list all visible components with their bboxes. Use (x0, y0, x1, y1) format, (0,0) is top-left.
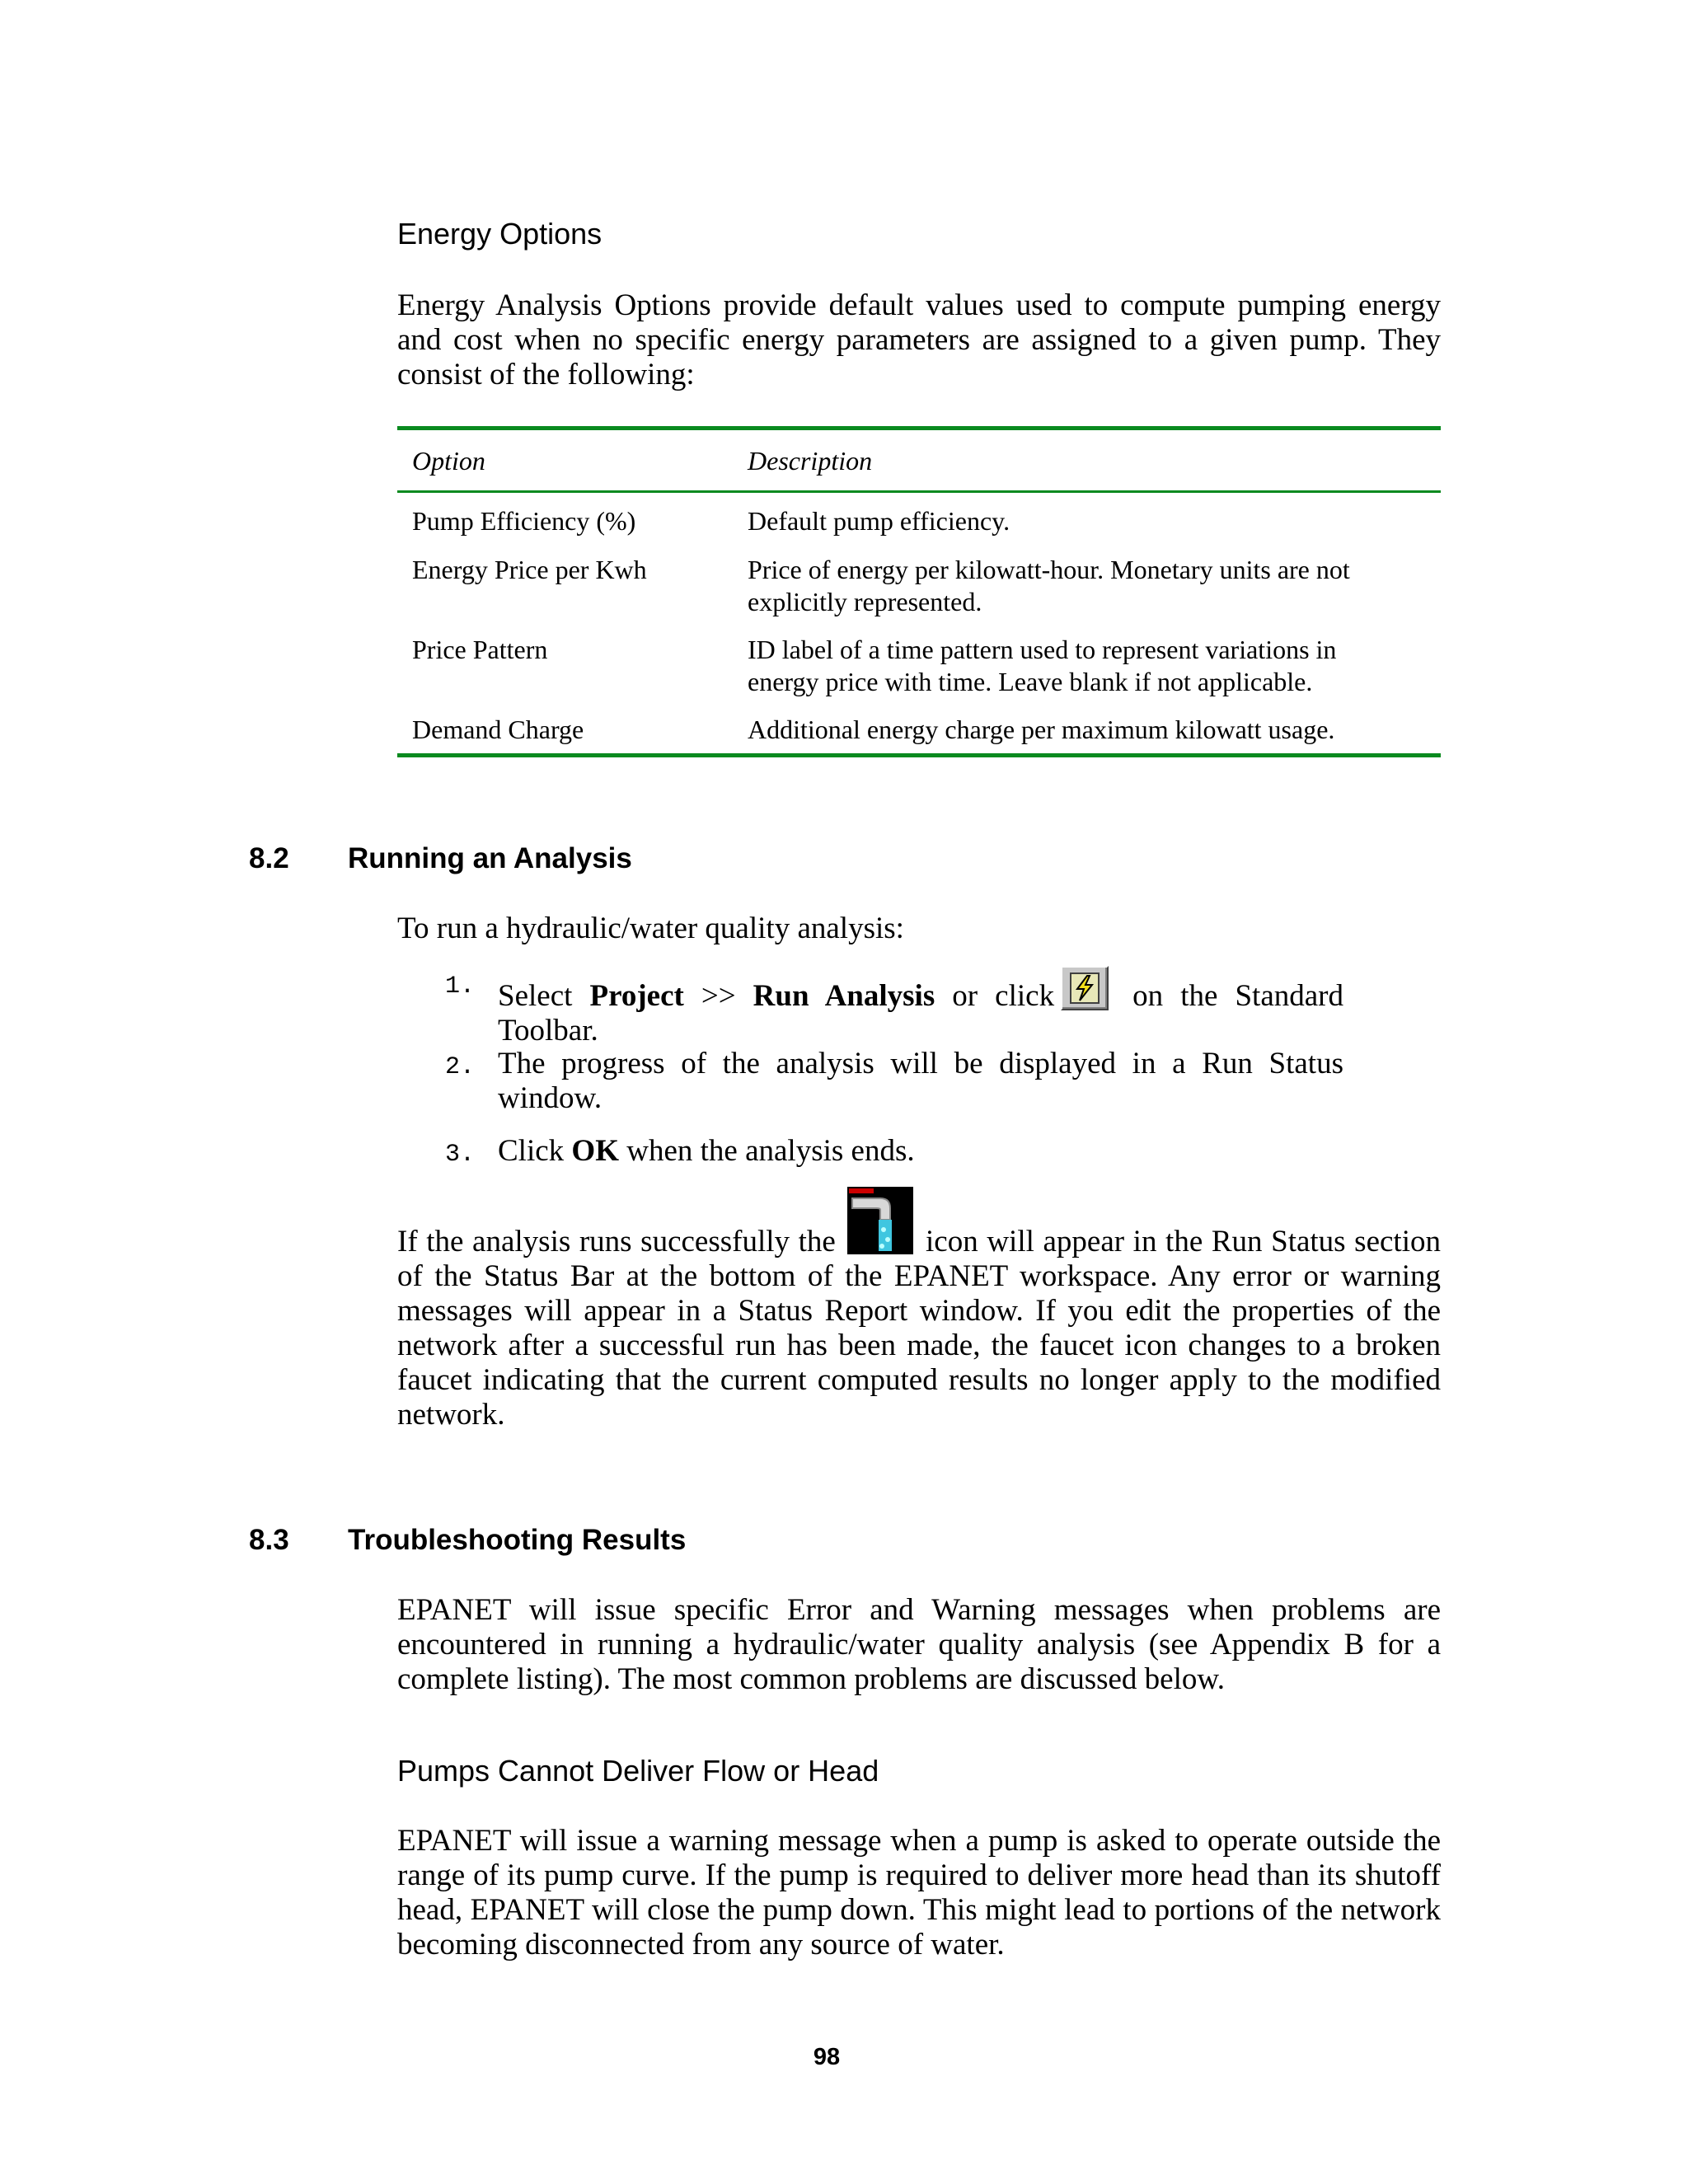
option-cell: Demand Charge (412, 715, 584, 744)
list-item (445, 1047, 1343, 1134)
energy-options-heading: Energy Options (397, 217, 603, 251)
description-cell: Additional energy charge per maximum kilowatt usage. (748, 715, 1335, 744)
description-cell: Price of energy per kilowatt-hour. Monetary units are not explicitly represented. (748, 555, 1350, 616)
energy-options-intro: Energy Analysis Options provide default values used to compute pumping energy and cost when no specific energy parameters are assigned to a given pump. They consist of the following: (397, 288, 1441, 391)
list-item (445, 966, 1343, 1047)
step-text: Click OK when the analysis ends. (498, 1134, 915, 1168)
page-number: 98 (813, 2044, 841, 2070)
option-cell: Energy Price per Kwh (412, 555, 647, 584)
run-analysis-intro: To run a hydraulic/water quality analysis: (397, 912, 904, 945)
table-header-row (397, 430, 1441, 490)
column-header-description: Description (748, 446, 873, 476)
energy-options-table (397, 426, 1441, 757)
table-bottom-rule (397, 753, 1441, 757)
run-lightning-icon (1061, 966, 1109, 1010)
step-number: 3. (445, 1141, 476, 1169)
run-result-paragraph: If the analysis runs successfully the icon will appear in the Run Status section of the Status Bar at the bottom of the EPANET workspace. Any error or warning messages will appear in a Status Report window. If you edit the properties of the network after a successful run has been made, the faucet icon changes to a broken faucet indicating that the current computed results no longer apply to the modified network. (397, 1187, 1441, 1432)
step-number: 2. (445, 1053, 476, 1081)
section-number: 8.2 (249, 842, 289, 874)
section-title: Troubleshooting Results (348, 1524, 687, 1556)
description-cell: Default pump efficiency. (748, 506, 1010, 536)
step-text: The progress of the analysis will be displayed in a Run Status window. (498, 1047, 1343, 1115)
step-text: Select Project >> Run Analysis or click on the Standard Toolbar. (498, 979, 1343, 1047)
run-analysis-steps (445, 966, 1343, 1169)
step-number: 1. (445, 972, 476, 1001)
table-body (397, 493, 1441, 753)
description-cell: ID label of a time pattern used to represent variations in energy price with time. Leave blank if not applicable. (748, 635, 1337, 696)
pumps-subheading: Pumps Cannot Deliver Flow or Head (397, 1754, 879, 1788)
troubleshooting-intro: EPANET will issue specific Error and Warning messages when problems are encountered in running a hydraulic/water quality analysis (see Appendix B for a complete listing). The most common problems are discussed below. (397, 1593, 1441, 1696)
section-title: Running an Analysis (348, 842, 632, 874)
pumps-paragraph: EPANET will issue a warning message when a pump is asked to operate outside the range of its pump curve. If the pump is required to deliver more head than its shutoff head, EPANET will close the pump down. This might lead to portions of the network becoming disconnected from any source of water. (397, 1824, 1441, 1961)
list-item (445, 1134, 1343, 1169)
option-cell: Pump Efficiency (%) (412, 506, 636, 536)
faucet-icon (847, 1187, 913, 1254)
section-number: 8.3 (249, 1524, 289, 1556)
option-cell: Price Pattern (412, 635, 548, 664)
column-header-option: Option (412, 446, 485, 476)
